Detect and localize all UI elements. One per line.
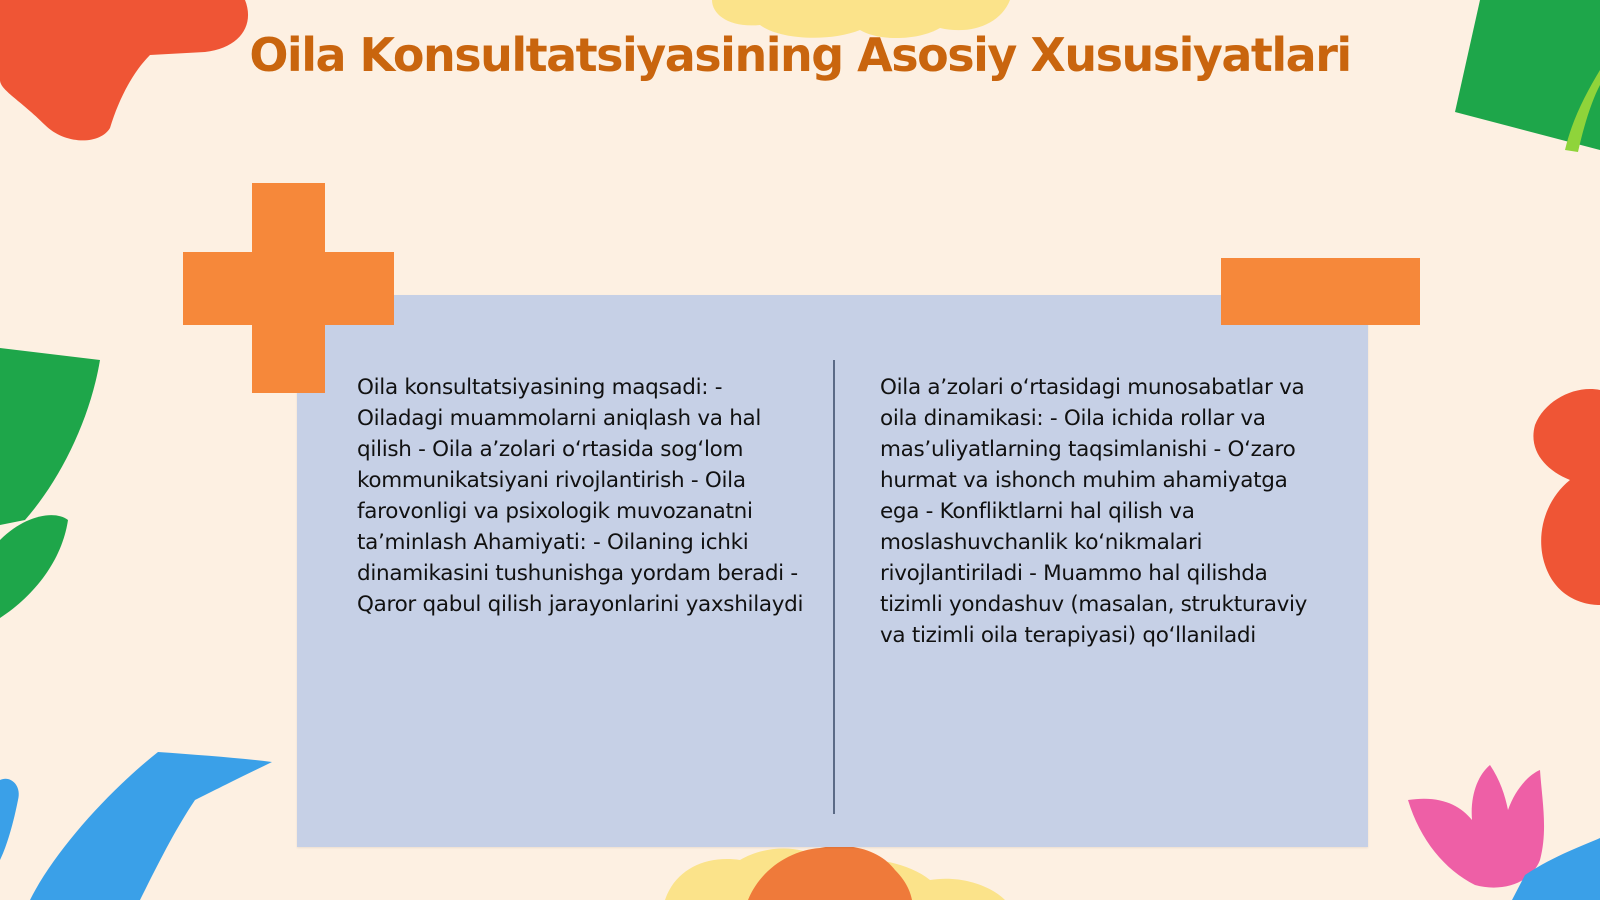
leaf-green-icon (0, 348, 100, 618)
right-column-text: Oila a’zolari oʻrtasidagi munosabatlar va oila dinamikasi: - Oila ichida rollar va mas’uliyatlarning taqsimlanishi - Oʻzaro hurmat va ishonch muhim ahamiyatga ega - Konfliktlarni hal qilish va moslashuvchanlik koʻnikmalari rivojlantiriladi - Muammo hal qilishda tizimli yondashuv (masalan, strukturaviy va tizimli oila terapiyasi) qoʻllaniladi (880, 375, 1308, 648)
flower-yellow-icon (665, 846, 1005, 900)
tulip-pink-icon (1408, 765, 1600, 900)
leaf-blue-icon (0, 752, 272, 900)
minus-icon (1221, 258, 1420, 325)
column-divider (833, 360, 835, 814)
plus-icon-bar (183, 252, 394, 325)
left-column-text: Oila konsultatsiyasining maqsadi: - Oiladagi muammolarni aniqlash va hal qilish - Oila a’zolari oʻrtasida sogʻlom kommunikatsiyani rivojlantirish - Oila farovonligi va psixologik muvozanatni ta’minlash Ahamiyati: - Oilaning ichki dinamikasini tushunishga yordam beradi - Qaror qabul qilish jarayonlarini yaxshilaydi (357, 375, 804, 617)
slide-title: Oila Konsultatsiyasining Asosiy Xususiyatlari (249, 28, 1351, 82)
flower-red-icon (1533, 389, 1600, 605)
